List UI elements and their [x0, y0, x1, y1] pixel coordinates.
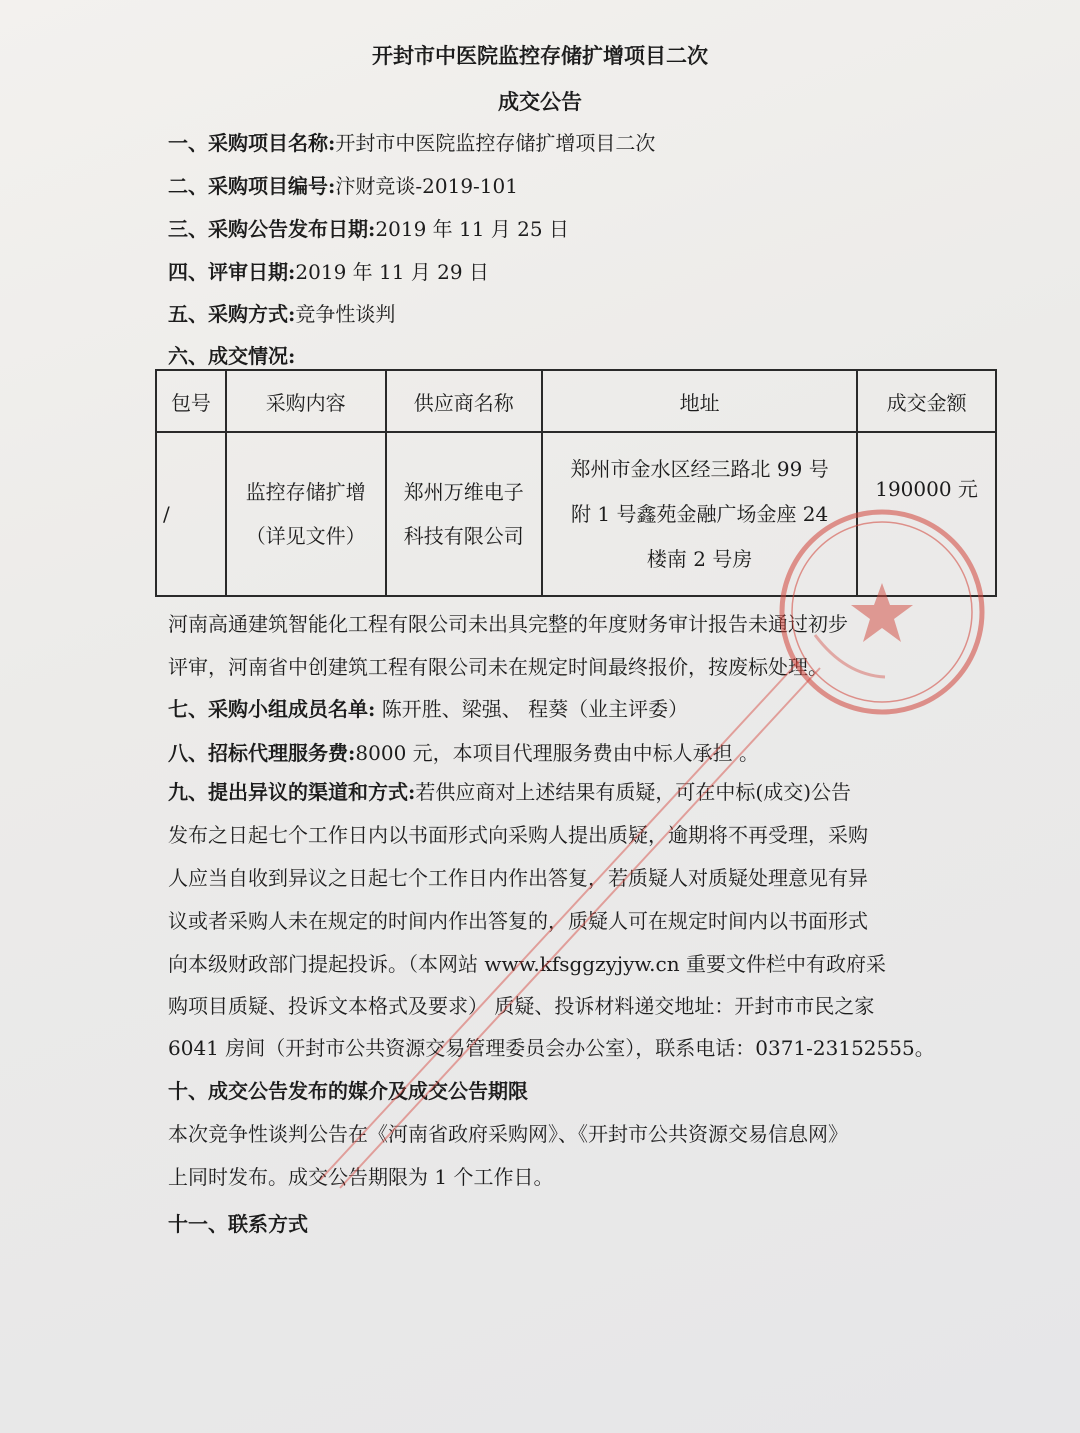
item-procurement-method-value: 竞争性谈判	[295, 302, 396, 326]
item-review-date-label: 四、评审日期:	[168, 260, 296, 284]
item-publish-date-value: 2019 年 11 月 25 日	[375, 217, 569, 241]
item-publish-date	[168, 213, 569, 242]
cell-address-line3: 楼南 2 号房	[646, 546, 753, 571]
item-project-name	[168, 127, 655, 156]
item-contact-label: 十一、联系方式	[168, 1212, 308, 1236]
cell-supplier-line1: 郑州万维电子	[403, 480, 524, 504]
cell-content	[226, 432, 386, 596]
deal-table	[155, 369, 997, 597]
item-media-line2: 上同时发布。成交公告期限为 1 个工作日。	[168, 1165, 554, 1189]
cell-content-line2: （详见文件）	[245, 524, 366, 548]
item-procurement-method	[168, 298, 395, 327]
item-committee-value: 陈开胜、梁强、 程葵（业主评委）	[375, 697, 689, 721]
item-review-date-value: 2019 年 11 月 29 日	[295, 260, 489, 284]
item-agency-fee-value: 8000 元，本项目代理服务费由中标人承担 。	[355, 741, 760, 765]
item-review-date	[168, 256, 489, 285]
item-objection-line6: 购项目质疑、投诉文本格式及要求） 质疑、投诉材料递交地址：开封市市民之家	[168, 994, 875, 1018]
item-committee	[168, 693, 688, 722]
item-objection-line3: 人应当自收到异议之日起七个工作日内作出答复，若质疑人对质疑处理意见有异	[168, 866, 868, 890]
item-media-line1: 本次竞争性谈判公告在《河南省政府采购网》、《开封市公共资源交易信息网》	[168, 1122, 848, 1146]
item-contact	[168, 1208, 308, 1237]
note-line2: 评审，河南省中创建筑工程有限公司未在规定时间最终报价，按废标处理。	[168, 655, 828, 679]
item-project-number-value: 汴财竞谈-2019-101	[335, 174, 518, 198]
header-address: 地址	[542, 370, 857, 432]
item-publish-date-label: 三、采购公告发布日期:	[168, 217, 376, 241]
item-objection-line1: 若供应商对上述结果有质疑，可在中标(成交)公告	[415, 780, 851, 804]
header-supplier: 供应商名称	[386, 370, 543, 432]
document-subtitle: 成交公告	[498, 89, 582, 114]
cell-amount: 190000 元	[857, 432, 996, 596]
item-project-number-label: 二、采购项目编号:	[168, 174, 336, 198]
cell-address-line1: 郑州市金水区经三路北 99 号	[570, 456, 829, 481]
header-amount: 成交金额	[857, 370, 996, 432]
cell-address	[542, 432, 857, 596]
item-project-name-value: 开封市中医院监控存储扩增项目二次	[335, 131, 656, 155]
item-media-label: 十、成交公告发布的媒介及成交公告期限	[168, 1079, 528, 1103]
item-objection-label: 九、提出异议的渠道和方式:	[168, 780, 416, 804]
item-deal-status	[168, 340, 295, 369]
document-title: 开封市中医院监控存储扩增项目二次	[372, 43, 708, 68]
cell-address-line2: 附 1 号鑫苑金融广场金座 24	[571, 501, 829, 526]
item-deal-status-label: 六、成交情况:	[168, 344, 296, 368]
item-procurement-method-label: 五、采购方式:	[168, 302, 296, 326]
cell-supplier	[386, 432, 543, 596]
cell-supplier-line2: 科技有限公司	[403, 524, 524, 548]
deal-table-header-row	[156, 370, 996, 432]
item-project-number	[168, 170, 518, 199]
item-objection-line5: 向本级财政部门提起投诉。（本网站 www.kfsggzyjyw.cn 重要文件栏中有政府采	[168, 952, 886, 976]
item-objection-line4: 议或者采购人未在规定的时间内作出答复的，质疑人可在规定时间内以书面形式	[168, 909, 868, 933]
note-line1: 河南高通建筑智能化工程有限公司未出具完整的年度财务审计报告未通过初步	[168, 612, 848, 636]
cell-package: /	[156, 432, 226, 596]
cell-content-line1: 监控存储扩增	[245, 480, 366, 504]
header-content: 采购内容	[226, 370, 386, 432]
item-objection-line2: 发布之日起七个工作日内以书面形式向采购人提出质疑，逾期将不再受理，采购	[168, 823, 868, 847]
item-objection-line7: 6041 房间（开封市公共资源交易管理委员会办公室），联系电话：0371-23152555。	[168, 1036, 935, 1060]
item-objection	[168, 776, 851, 805]
item-committee-label: 七、采购小组成员名单:	[168, 697, 376, 721]
item-agency-fee	[168, 737, 759, 766]
item-media	[168, 1075, 528, 1104]
item-project-name-label: 一、采购项目名称:	[168, 131, 336, 155]
item-agency-fee-label: 八、招标代理服务费:	[168, 741, 356, 765]
header-package: 包号	[156, 370, 226, 432]
table-row	[156, 432, 996, 596]
